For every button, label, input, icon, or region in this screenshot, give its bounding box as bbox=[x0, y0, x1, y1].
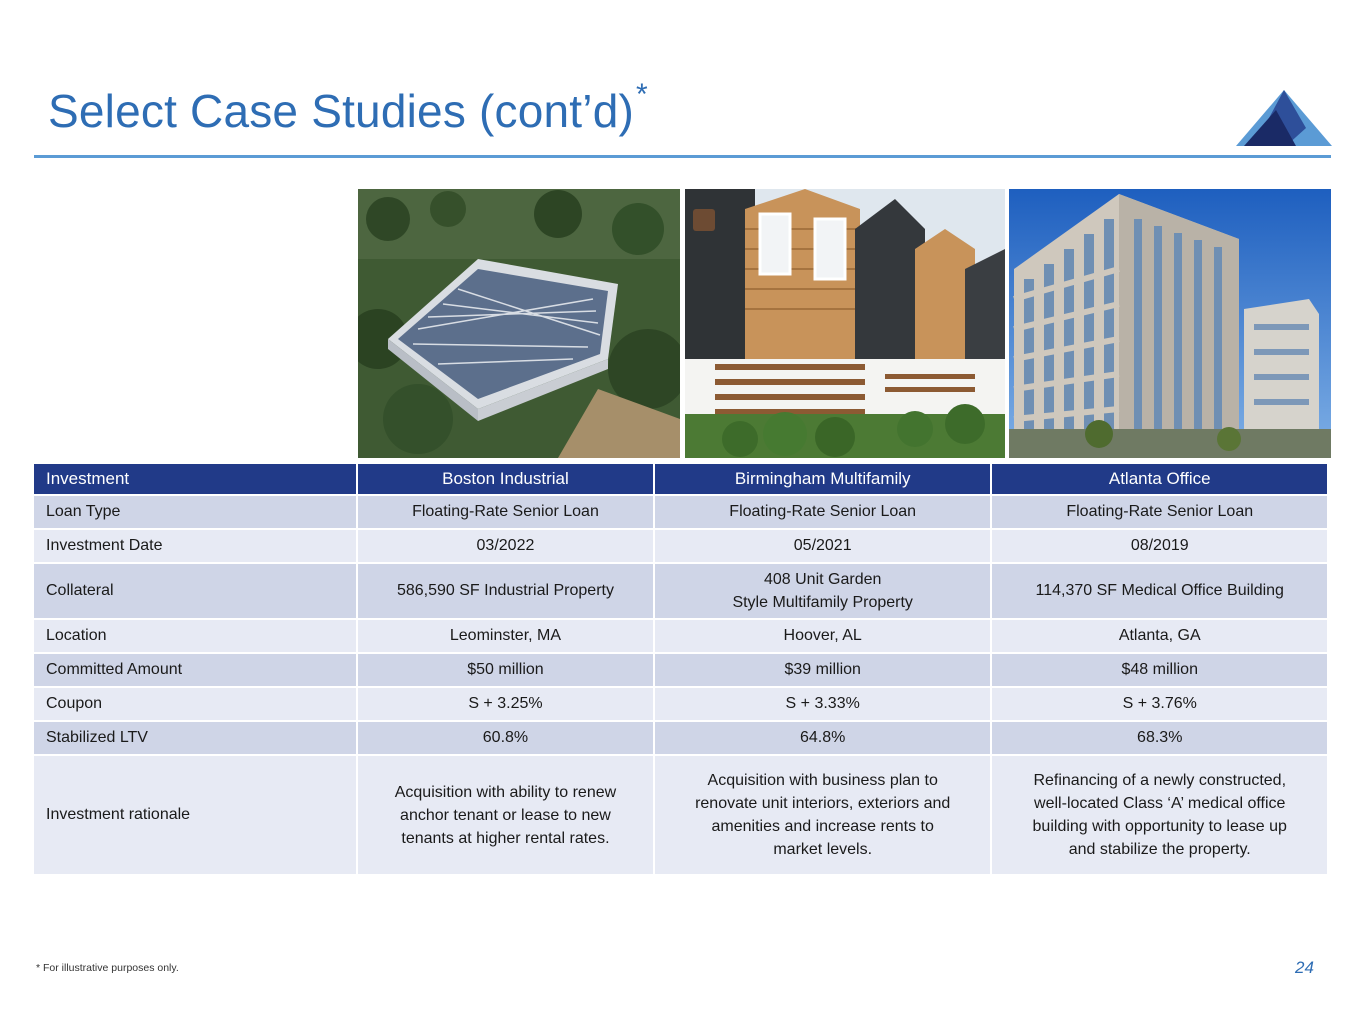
header-investment: Investment bbox=[34, 464, 356, 494]
table-cell: Floating-Rate Senior Loan bbox=[358, 496, 653, 528]
table-cell: $39 million bbox=[655, 654, 991, 686]
header-birmingham-multifamily: Birmingham Multifamily bbox=[655, 464, 991, 494]
row-committed-amount bbox=[34, 654, 1327, 686]
row-label: Committed Amount bbox=[34, 654, 356, 686]
table-cell: 60.8% bbox=[358, 722, 653, 754]
boston-industrial-photo bbox=[358, 189, 680, 458]
row-label: Investment rationale bbox=[34, 756, 356, 874]
title-divider bbox=[34, 155, 1331, 158]
table-cell: Refinancing of a newly constructed, well-located Class ‘A’ medical office building with opportunity to lease up and stabilize the property. bbox=[992, 756, 1327, 874]
row-loan-type bbox=[34, 496, 1327, 528]
table-cell: 64.8% bbox=[655, 722, 991, 754]
table-cell: Atlanta, GA bbox=[992, 620, 1327, 652]
row-label: Stabilized LTV bbox=[34, 722, 356, 754]
table-cell: Leominster, MA bbox=[358, 620, 653, 652]
birmingham-multifamily-photo bbox=[685, 189, 1005, 458]
case-studies-table bbox=[32, 462, 1329, 876]
row-coupon bbox=[34, 688, 1327, 720]
title-asterisk: * bbox=[636, 78, 648, 111]
row-investment-date bbox=[34, 530, 1327, 562]
table-cell: 68.3% bbox=[992, 722, 1327, 754]
table-cell: 05/2021 bbox=[655, 530, 991, 562]
table-header-row bbox=[34, 464, 1327, 494]
table-cell: Floating-Rate Senior Loan bbox=[655, 496, 991, 528]
row-stabilized-ltv bbox=[34, 722, 1327, 754]
table-cell: 08/2019 bbox=[992, 530, 1327, 562]
row-label: Loan Type bbox=[34, 496, 356, 528]
row-location bbox=[34, 620, 1327, 652]
table-cell: S + 3.25% bbox=[358, 688, 653, 720]
slide-title: Select Case Studies (cont’d)* bbox=[48, 78, 648, 137]
page-number: 24 bbox=[1295, 958, 1314, 977]
table-cell: 408 Unit Garden Style Multifamily Property bbox=[655, 564, 991, 618]
company-logo-icon bbox=[1236, 88, 1332, 148]
table-cell: Floating-Rate Senior Loan bbox=[992, 496, 1327, 528]
table-cell: Acquisition with ability to renew anchor tenant or lease to new tenants at higher rental rates. bbox=[358, 756, 653, 874]
table-cell: Acquisition with business plan to renovate unit interiors, exteriors and amenities and increase rents to market levels. bbox=[655, 756, 991, 874]
row-investment-rationale bbox=[34, 756, 1327, 874]
row-collateral bbox=[34, 564, 1327, 618]
table-cell: $50 million bbox=[358, 654, 653, 686]
row-label: Collateral bbox=[34, 564, 356, 618]
table-cell: S + 3.33% bbox=[655, 688, 991, 720]
header-atlanta-office: Atlanta Office bbox=[992, 464, 1327, 494]
row-label: Location bbox=[34, 620, 356, 652]
table-cell: 114,370 SF Medical Office Building bbox=[992, 564, 1327, 618]
table-cell: S + 3.76% bbox=[992, 688, 1327, 720]
table-cell: 586,590 SF Industrial Property bbox=[358, 564, 653, 618]
row-label: Coupon bbox=[34, 688, 356, 720]
table-cell: $48 million bbox=[992, 654, 1327, 686]
table-cell: Hoover, AL bbox=[655, 620, 991, 652]
header-boston-industrial: Boston Industrial bbox=[358, 464, 653, 494]
footnote: * For illustrative purposes only. bbox=[36, 962, 179, 974]
atlanta-office-photo bbox=[1009, 189, 1331, 458]
row-label: Investment Date bbox=[34, 530, 356, 562]
table-cell: 03/2022 bbox=[358, 530, 653, 562]
